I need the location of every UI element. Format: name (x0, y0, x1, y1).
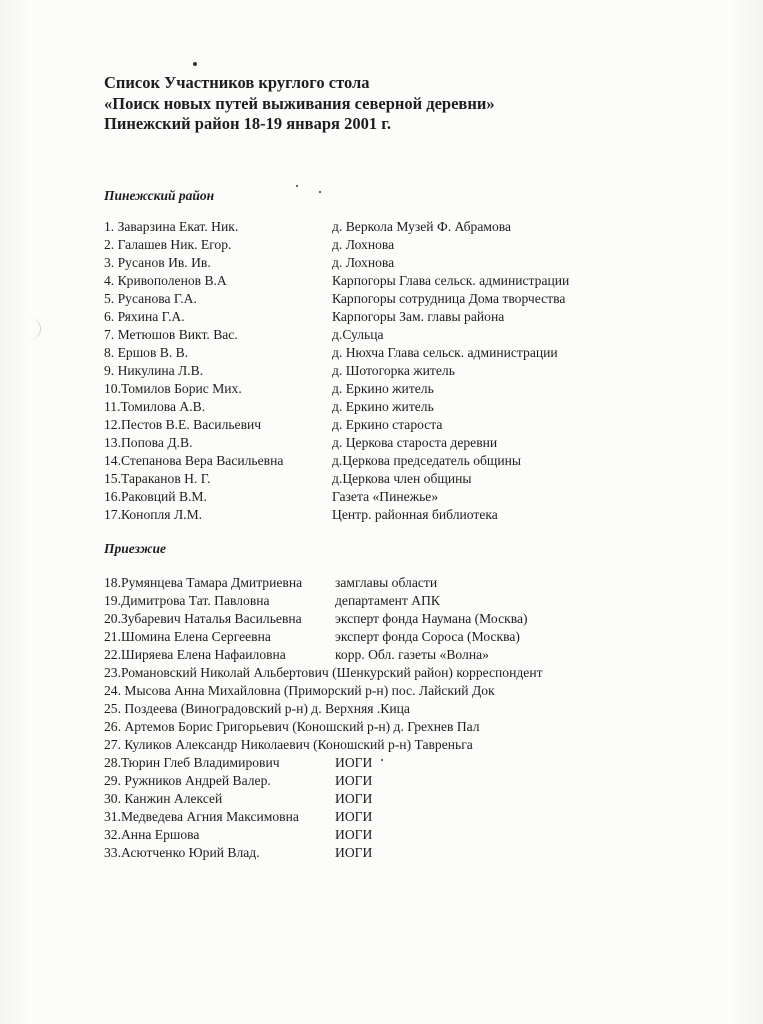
list-item (104, 362, 455, 380)
participant-info: д. Нюхча Глава сельск. администрации (332, 345, 558, 360)
participant-name: 1. Заварзина Екат. Ник. (104, 219, 239, 234)
participant-info: ИОГИ (335, 809, 373, 824)
participant-name: 29. Ружников Андрей Валер. (104, 773, 271, 788)
participant-name: 17.Конопля Л.М. (104, 507, 203, 522)
list-item (104, 434, 498, 452)
participant-name: 30. Канжин Алексей (104, 791, 223, 806)
list-item (104, 610, 528, 628)
list-item (104, 628, 520, 646)
participant-name: 7. Метюшов Викт. Вас. (104, 327, 238, 342)
list-item (104, 646, 489, 664)
page-edge-mark (18, 318, 41, 340)
list-item (104, 326, 384, 344)
participant-info: д. Еркино житель (332, 399, 434, 414)
participant-name: 26. Артемов Борис Григорьевич (Коношский р-н) д. Грехнев Пал (104, 719, 480, 734)
participant-name: 31.Медведева Агния Максимовна (104, 809, 299, 824)
list-item (104, 308, 505, 326)
participant-name: 28.Тюрин Глеб Владимирович (104, 755, 280, 770)
participant-info: д.Церкова председатель общины (332, 453, 522, 468)
participant-name: 4. Кривополенов В.А (104, 273, 227, 288)
participant-info: д. Лохнова (332, 255, 395, 270)
participant-info: ИОГИ (335, 773, 373, 788)
list-item (104, 736, 473, 754)
participant-name: 13.Попова Д.В. (104, 435, 193, 450)
participant-name: 15.Тараканов Н. Г. (104, 471, 211, 486)
participant-name: 12.Пестов В.Е. Васильевич (104, 417, 262, 432)
participant-info: д. Церкова староста деревни (332, 435, 498, 450)
participant-info: д. Еркино житель (332, 381, 434, 396)
list-item (104, 218, 512, 236)
participant-info: Карпогоры Зам. главы района (332, 309, 505, 324)
participant-name: 6. Ряхина Г.А. (104, 309, 185, 324)
participant-name: 22.Ширяева Елена Нафаиловна (104, 647, 286, 662)
participant-info: ИОГИ (335, 791, 373, 806)
participant-name: 21.Шомина Елена Сергеевна (104, 629, 271, 644)
list-item (104, 470, 472, 488)
ink-speck (193, 62, 197, 66)
participant-info: замглавы области (335, 575, 438, 590)
participant-info: д. Веркола Музей Ф. Абрамова (332, 219, 512, 234)
ink-speck (296, 185, 298, 187)
list-item (104, 272, 570, 290)
participant-name: 24. Мысова Анна Михайловна (Приморский р-н) пос. Лайский Док (104, 683, 495, 698)
participant-info: Центр. районная библиотека (332, 507, 498, 522)
participant-info: д. Лохнова (332, 237, 395, 252)
participant-name: 3. Русанов Ив. Ив. (104, 255, 211, 270)
section-title-visitors: Приезжие (104, 541, 167, 556)
participant-name: 18.Румянцева Тамара Дмитриевна (104, 575, 303, 590)
participant-name: 23.Романовский Николай Альбертович (Шенкурский район) корреспондент (104, 665, 543, 680)
list-item (104, 754, 373, 772)
participant-name: 19.Димитрова Тат. Павловна (104, 593, 270, 608)
ink-speck (381, 759, 383, 761)
list-item (104, 592, 440, 610)
list-item (104, 826, 373, 844)
participant-name: 16.Раковций В.М. (104, 489, 207, 504)
participant-name: 8. Ершов В. В. (104, 345, 189, 360)
list-item (104, 380, 434, 398)
participant-name: 10.Томилов Борис Мих. (104, 381, 242, 396)
list-item (104, 682, 495, 700)
list-item (104, 718, 480, 736)
participant-info: Карпогоры Глава сельск. администрации (332, 273, 570, 288)
list-item (104, 790, 373, 808)
participant-info: эксперт фонда Наумана (Москва) (335, 611, 528, 626)
list-item (104, 344, 558, 362)
participant-name: 32.Анна Ершова (104, 827, 200, 842)
list-item (104, 236, 395, 254)
list-item (104, 700, 410, 718)
list-item (104, 488, 439, 506)
participant-info: д.Сульца (332, 327, 384, 342)
participant-info: ИОГИ (335, 755, 373, 770)
participant-name: 11.Томилова А.В. (104, 399, 206, 414)
list-item (104, 398, 434, 416)
participant-name: 33.Асютченко Юрий Влад. (104, 845, 260, 860)
participant-info: д. Еркино староста (332, 417, 443, 432)
participant-name: 2. Галашев Ник. Егор. (104, 237, 232, 252)
document-heading (104, 73, 495, 135)
list-item (104, 254, 395, 272)
participant-name: 9. Никулина Л.В. (104, 363, 204, 378)
participant-name: 14.Степанова Вера Васильевна (104, 453, 284, 468)
participant-info: д.Церкова член общины (332, 471, 472, 486)
participant-info: корр. Обл. газеты «Волна» (335, 647, 489, 662)
ink-speck (319, 191, 321, 193)
list-item (104, 844, 373, 862)
list-item (104, 808, 373, 826)
participant-name: 25. Поздеева (Виноградовский р-н) д. Верхняя .Кица (104, 701, 410, 716)
participant-name: 20.Зубаревич Наталья Васильевна (104, 611, 302, 626)
participant-name: 5. Русанова Г.А. (104, 291, 197, 306)
list-item (104, 506, 498, 524)
list-item (104, 772, 373, 790)
participant-info: Карпогоры сотрудница Дома творчества (332, 291, 566, 306)
heading-line-3: Пинежский район 18-19 января 2001 г. (104, 114, 391, 133)
participant-name: 27. Куликов Александр Николаевич (Коношский р-н) Тавреньга (104, 737, 473, 752)
participant-info: ИОГИ (335, 827, 373, 842)
list-item (104, 452, 522, 470)
section-title-local: Пинежский район (104, 188, 215, 203)
list-item (104, 416, 443, 434)
heading-line-2: «Поиск новых путей выживания северной деревни» (104, 93, 495, 113)
participant-info: Газета «Пинежье» (332, 489, 439, 504)
participant-info: ИОГИ (335, 845, 373, 860)
list-item (104, 574, 438, 592)
list-item (104, 290, 566, 308)
heading-line-1: Список Участников круглого стола (104, 73, 370, 92)
participant-info: департамент АПК (335, 593, 440, 608)
list-item (104, 664, 543, 682)
participant-info: д. Шотогорка житель (332, 363, 455, 378)
participant-info: эксперт фонда Сороса (Москва) (335, 629, 520, 644)
